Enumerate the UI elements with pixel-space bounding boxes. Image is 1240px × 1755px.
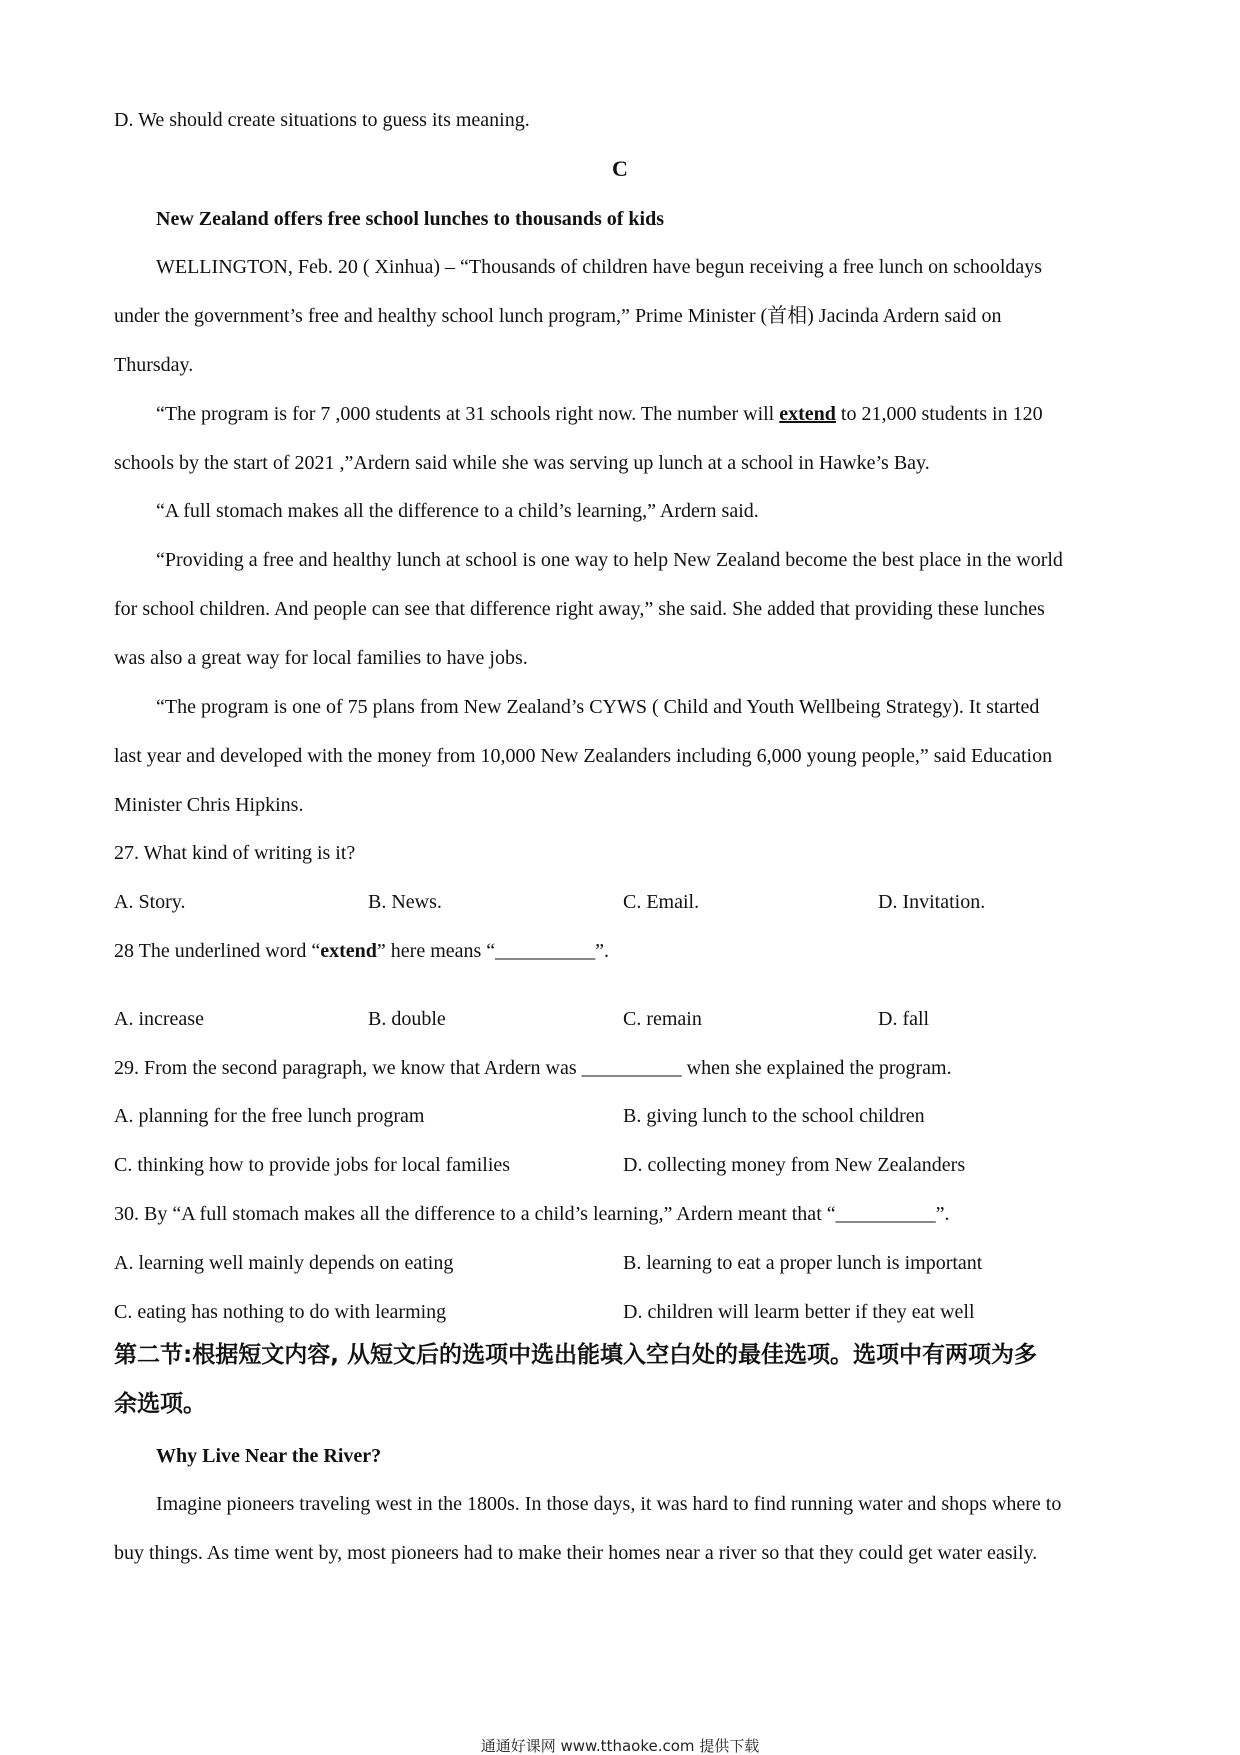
article-line — [156, 402, 1043, 426]
q29-option-c: C. thinking how to provide jobs for local families — [114, 1154, 511, 1176]
q28-keyword: extend — [320, 940, 377, 962]
article-line: “A full stomach makes all the difference to a child’s learning,” Ardern said. — [156, 500, 759, 522]
article-title: New Zealand offers free school lunches to thousands of kids — [156, 208, 664, 230]
article-text: to 21,000 students in 120 — [835, 403, 1043, 425]
q28-stem: ” here means “__________”. — [376, 940, 610, 962]
article-line: “Providing a free and healthy lunch at school is one way to help New Zealand become the best place in the world — [156, 549, 1063, 571]
q30-option-c: C. eating has nothing to do with learming — [114, 1301, 447, 1323]
q28-option-d: D. fall — [878, 1008, 930, 1030]
article-text: “The program is for 7 ,000 students at 31 schools right now. The number will — [156, 403, 775, 425]
q29-option-a: A. planning for the free lunch program — [114, 1105, 425, 1127]
q27-option-c: C. Email. — [623, 891, 700, 913]
underlined-word-extend: extend — [779, 403, 836, 425]
article-line: for school children. And people can see that difference right away,” she said. She added that providing these lunches — [114, 598, 1045, 620]
article-line: “The program is one of 75 plans from New Zealand’s CYWS ( Child and Youth Wellbeing Strategy). It started — [156, 696, 1040, 718]
article-line: WELLINGTON, Feb. 20 ( Xinhua) – “Thousands of children have begun receiving a free lunch on schooldays — [156, 256, 1043, 278]
q27-option-a: A. Story. — [114, 891, 186, 913]
q27-option-b: B. News. — [368, 891, 442, 913]
q30-option-d: D. children will learm better if they eat well — [623, 1301, 975, 1323]
section-letter: C — [612, 156, 628, 181]
passage-line: buy things. As time went by, most pioneers had to make their homes near a river so that they could get water easily. — [114, 1542, 1038, 1564]
question-27: 27. What kind of writing is it? — [114, 842, 356, 864]
article-line: Thursday. — [114, 354, 194, 376]
article-line: was also a great way for local families to have jobs. — [114, 647, 528, 669]
q29-option-d: D. collecting money from New Zealanders — [623, 1154, 966, 1176]
question-29: 29. From the second paragraph, we know that Ardern was __________ when she explained the program. — [114, 1057, 952, 1079]
article-line: under the government’s free and healthy school lunch program,” Prime Minister (首相) Jacinda Ardern said on — [114, 305, 1002, 327]
article-line: last year and developed with the money from 10,000 New Zealanders including 6,000 young people,” said Education — [114, 745, 1053, 767]
section2-instruction: 第二节:根据短文内容, 从短文后的选项中选出能填入空白处的最佳选项。选项中有两项为多 — [114, 1342, 1037, 1368]
article-line: schools by the start of 2021 ,”Ardern said while she was serving up lunch at a school in Hawke’s Bay. — [114, 452, 930, 474]
q28-option-c: C. remain — [623, 1008, 702, 1030]
q30-option-a: A. learning well mainly depends on eating — [114, 1252, 454, 1274]
q28-option-a: A. increase — [114, 1008, 204, 1030]
q28-stem: 28 The underlined word “ — [114, 940, 321, 962]
q30-option-b: B. learning to eat a proper lunch is important — [623, 1252, 983, 1274]
prev-option-d: D. We should create situations to guess its meaning. — [114, 109, 530, 131]
question-30: 30. By “A full stomach makes all the difference to a child’s learning,” Ardern meant that “__________”. — [114, 1203, 950, 1225]
passage-title: Why Live Near the River? — [156, 1445, 382, 1467]
section2-instruction: 余选项。 — [114, 1391, 206, 1417]
q27-option-d: D. Invitation. — [878, 891, 986, 913]
article-line: Minister Chris Hipkins. — [114, 794, 304, 816]
footer-watermark: 通通好课网 www.tthaoke.com 提供下载 — [480, 1737, 760, 1755]
passage-line: Imagine pioneers traveling west in the 1800s. In those days, it was hard to find running water and shops where to — [156, 1493, 1062, 1515]
q28-option-b: B. double — [368, 1008, 446, 1030]
q29-option-b: B. giving lunch to the school children — [623, 1105, 925, 1127]
question-28 — [114, 939, 609, 963]
